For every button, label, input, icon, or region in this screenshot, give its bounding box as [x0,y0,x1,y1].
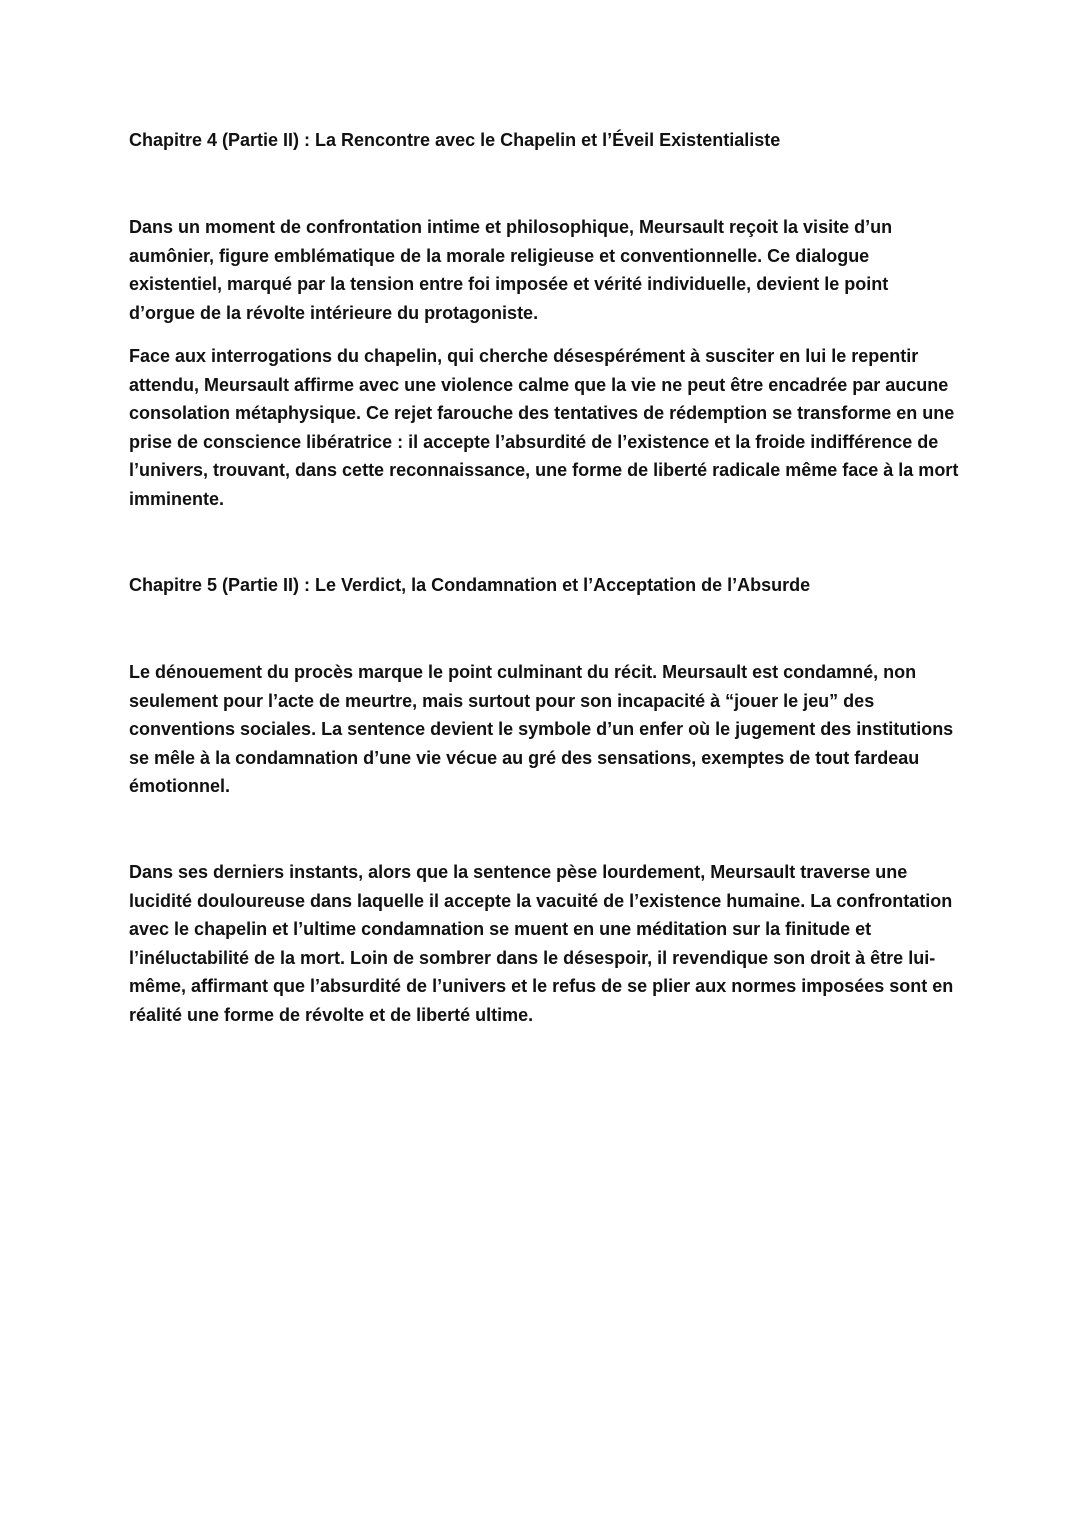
chapter-5-heading: Chapitre 5 (Partie II) : Le Verdict, la Condamnation et l’Acceptation de l’Absurde [129,575,811,595]
chapter-4-paragraph-2: Face aux interrogations du chapelin, qui cherche désespérément à susciter en lui le repentir attendu, Meursault affirme avec une violence calme que la vie ne peut être encadrée par aucune consolation métaphysique. Ce rejet farouche des tentatives de rédemption se transforme en une prise de conscience libératrice : il accepte l’absurdité de l’existence et la froide indifférence de l’univers, trouvant, dans cette reconnaissance, une forme de liberté radicale même face à la mort imminente. [129,346,959,509]
chapter-5-paragraph-2: Dans ses derniers instants, alors que la sentence pèse lourdement, Meursault traverse une lucidité douloureuse dans laquelle il accepte la vacuité de l’existence humaine. La confrontation avec le chapelin et l’ultime condamnation se muent en une méditation sur la finitude et l’inéluctabilité de la mort. Loin de sombrer dans le désespoir, il revendique son droit à être lui-même, affirmant que l’absurdité de l’univers et le refus de se plier aux normes imposées sont en réalité une forme de révolte et de liberté ultime. [129,862,954,1025]
chapter-4-heading: Chapitre 4 (Partie II) : La Rencontre avec le Chapelin et l’Éveil Existentialiste [129,130,781,150]
chapter-4-paragraph-1: Dans un moment de confrontation intime et philosophique, Meursault reçoit la visite d’un aumônier, figure emblématique de la morale religieuse et conventionnelle. Ce dialogue existentiel, marqué par la tension entre foi imposée et vérité individuelle, devient le point d’orgue de la révolte intérieure du protagoniste. [129,217,893,323]
chapter-5-paragraph-1: Le dénouement du procès marque le point culminant du récit. Meursault est condamné, non seulement pour l’acte de meurtre, mais surtout pour son incapacité à “jouer le jeu” des conventions sociales. La sentence devient le symbole d’un enfer où le jugement des institutions se mêle à la condamnation d’une vie vécue au gré des sensations, exemptes de tout fardeau émotionnel. [129,662,954,797]
